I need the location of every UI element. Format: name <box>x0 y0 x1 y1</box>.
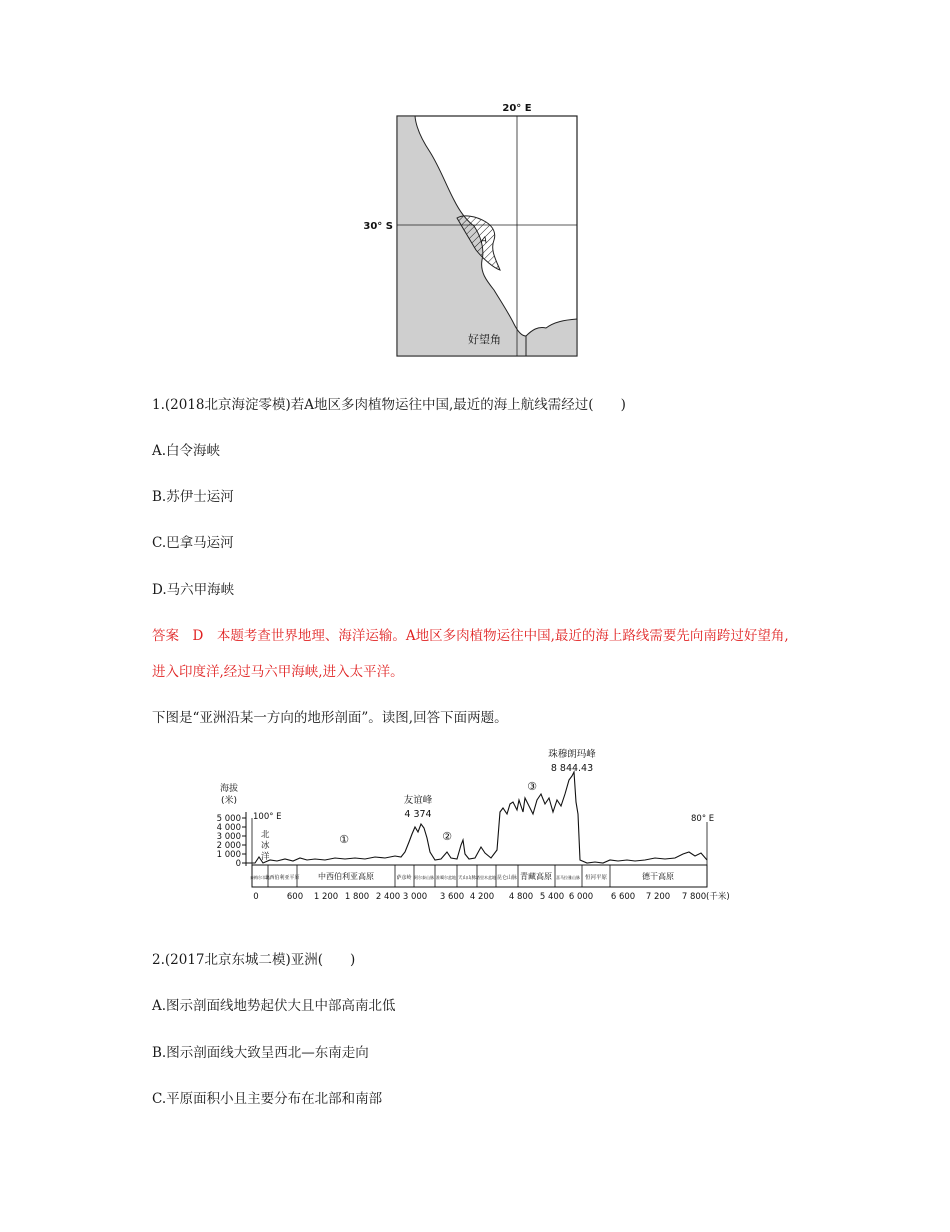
q1-option-d[interactable]: D.马六甲海峡 <box>152 582 235 598</box>
region-label: 恒河平原 <box>584 875 608 881</box>
marker-3: ③ <box>527 780 537 793</box>
x-tick: 3 600 <box>439 892 465 902</box>
lat-label: 30° S <box>363 221 393 232</box>
x-tick: 6 600 <box>610 892 636 902</box>
region-label: 北西伯利亚平原 <box>264 875 300 881</box>
region-a-label: A <box>481 236 488 246</box>
y-tick: 2 000 <box>216 841 241 851</box>
x-unit: (千米) <box>706 892 730 902</box>
region-label: 德干高原 <box>642 872 674 881</box>
x-tick: 600 <box>286 892 304 902</box>
marker-2: ② <box>442 830 452 843</box>
y-tick: 0 <box>235 859 241 869</box>
region-label: 喜马拉雅山脉 <box>556 875 580 880</box>
marker-1: ① <box>339 833 349 846</box>
ocean-label: 洋 <box>261 852 270 862</box>
region-label: 塔里木盆地 <box>476 875 496 880</box>
lon-end-label: 80° E <box>691 814 715 824</box>
x-tick: 2 400 <box>375 892 401 902</box>
region-label: 昆仑山脉 <box>496 875 518 881</box>
region-label: 准噶尔盆地 <box>436 875 456 880</box>
x-tick: 1 200 <box>313 892 339 902</box>
q1-option-a[interactable]: A.白令海峡 <box>152 443 221 459</box>
region-label: 中西伯利亚高原 <box>318 872 374 881</box>
y-tick: 3 000 <box>216 832 241 842</box>
profile-line <box>246 772 707 863</box>
ocean-label: 北 <box>261 830 270 840</box>
y-ticks <box>217 814 246 869</box>
region-label: 青藏高原 <box>520 872 552 881</box>
q1-answer-line2: 进入印度洋,经过马六甲海峡,进入太平洋。 <box>152 664 404 680</box>
profile-intro: 下图是“亚洲沿某一方向的地形剖面”。读图,回答下面两题。 <box>152 710 508 726</box>
q1-option-c[interactable]: C.巴拿马运河 <box>152 535 234 551</box>
y-tick: 5 000 <box>216 814 241 824</box>
region-label: 萨彦岭 <box>396 875 412 881</box>
y-axis-unit: (米) <box>220 796 238 806</box>
y-tick: 1 000 <box>216 850 241 860</box>
region-label: 泰梅尔半岛 <box>250 875 270 880</box>
peak2-name: 珠穆朗玛峰 <box>548 749 596 760</box>
x-tick: 1 800 <box>344 892 370 902</box>
q2-option-b[interactable]: B.图示剖面线大致呈西北—东南走向 <box>152 1045 369 1061</box>
region-label: 阿尔泰山脉 <box>414 875 434 880</box>
q1-stem: 1.(2018北京海淀零模)若A地区多肉植物运往中国,最近的海上航线需经过( ) <box>152 397 626 413</box>
lon-start-label: 100° E <box>253 812 282 822</box>
x-tick: 0 <box>253 892 259 902</box>
q2-stem: 2.(2017北京东城二模)亚洲( ) <box>152 952 356 968</box>
y-tick: 4 000 <box>216 823 241 833</box>
x-tick: 5 400 <box>539 892 565 902</box>
x-tick: 6 000 <box>568 892 594 902</box>
q2-option-a[interactable]: A.图示剖面线地势起伏大且中部高南北低 <box>152 998 396 1014</box>
q2-option-c[interactable]: C.平原面积小且主要分布在北部和南部 <box>152 1091 383 1107</box>
x-tick: 7 200 <box>645 892 671 902</box>
x-tick: 4 800 <box>508 892 534 902</box>
x-tick: 3 000 <box>402 892 428 902</box>
y-axis-title: 海拔 <box>219 784 239 794</box>
q1-option-b[interactable]: B.苏伊士运河 <box>152 489 234 505</box>
region-label: 天山山脉 <box>458 876 476 881</box>
x-tick: 4 200 <box>469 892 495 902</box>
peak1-height: 4 374 <box>404 809 432 820</box>
africa-map <box>360 100 590 362</box>
lon-label: 20° E <box>502 103 532 114</box>
cape-label: 好望角 <box>468 333 501 346</box>
terrain-profile <box>215 742 740 908</box>
q1-answer-line1: 答案 D 本题考查世界地理、海洋运输。A地区多肉植物运往中国,最近的海上路线需要先向南跨过好望角, <box>152 628 789 644</box>
peak2-height: 8 844.43 <box>550 763 594 774</box>
x-tick: 7 800 <box>681 892 707 902</box>
peak1-name: 友谊峰 <box>403 795 433 806</box>
ocean-label: 冰 <box>261 841 270 851</box>
